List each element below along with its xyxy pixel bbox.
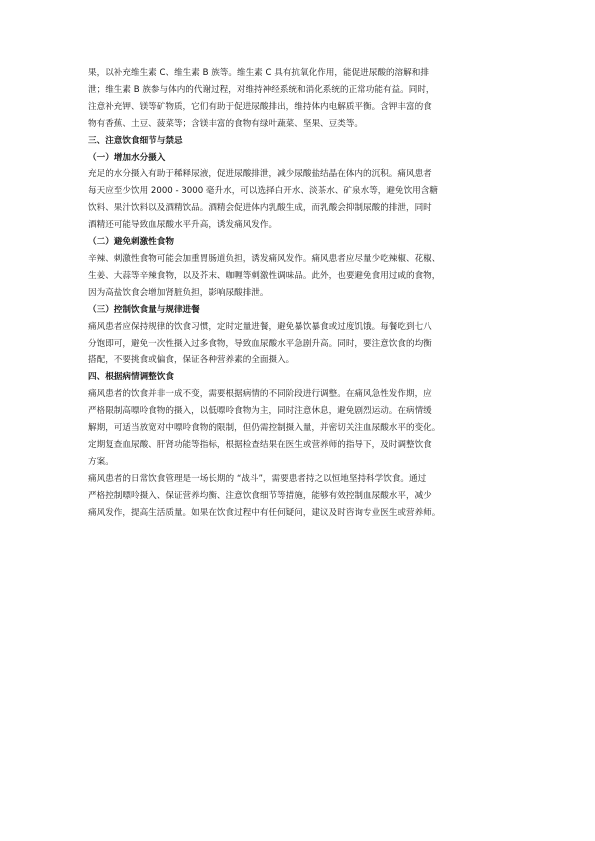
subsection-2-paragraph <box>88 251 507 302</box>
text-line: 严格限制高嘌呤食物的摄入，以低嘌呤食物为主，同时注意休息，避免剧烈运动。在病情缓 <box>88 406 432 417</box>
text-line: 泄；维生素 B 族参与体内的代谢过程，对维持神经系统和消化系统的正常功能有益。同时， <box>88 84 435 95</box>
text-line: 解期，可适当放宽对中嘌呤食物的限制，但仍需控制摄入量，并密切关注血尿酸水平的变化。 <box>88 423 441 434</box>
intro-paragraph <box>88 65 507 133</box>
text-line: 辛辣、刺激性食物可能会加重胃肠道负担，诱发痛风发作。痛风患者应尽量少吃辣椒、花椒、 <box>88 253 441 264</box>
text-line: 方案。 <box>88 456 114 467</box>
section-3-heading: 三、注意饮食细节与禁忌 <box>88 135 183 146</box>
text-line: 严格控制嘌呤摄入、保证营养均衡、注意饮食细节等措施，能够有效控制血尿酸水平，减少 <box>88 490 432 501</box>
subsection-1-paragraph <box>88 166 507 234</box>
subsection-2-heading: （二）避免刺激性食物 <box>88 237 174 248</box>
text-line: 痛风患者应保持规律的饮食习惯，定时定量进餐，避免暴饮暴食或过度饥饿。每餐吃到七八 <box>88 321 432 332</box>
section-4-paragraph <box>88 386 507 471</box>
subsection-3-paragraph <box>88 319 507 370</box>
subsection-3-heading: （三）控制饮食量与规律进餐 <box>88 304 200 315</box>
text-line: 果，以补充维生素 C、维生素 B 族等。维生素 C 具有抗氧化作用，能促进尿酸的溶解和排 <box>88 68 429 78</box>
text-line: 搭配，不要挑食或偏食，保证各种营养素的全面摄入。 <box>88 355 295 366</box>
text-line: 每天应至少饮用 2000 - 3000 毫升水，可以选择白开水、淡茶水、矿泉水等，避免饮用含糖 <box>88 186 438 197</box>
text-line: 酒精还可能导致血尿酸水平升高，诱发痛风发作。 <box>88 220 278 231</box>
text-line: 物有香蕉、土豆、菠菜等；含镁丰富的食物有绿叶蔬菜、坚果、豆类等。 <box>88 118 364 129</box>
closing-paragraph <box>88 471 507 522</box>
text-line: 注意补充钾、镁等矿物质，它们有助于促进尿酸排出，维持体内电解质平衡。含钾丰富的食 <box>88 101 432 112</box>
text-line: 生姜、大蒜等辛辣食物，以及芥末、咖喱等刺激性调味品。此外，也要避免食用过咸的食物， <box>88 270 441 281</box>
text-line: 痛风患者的饮食并非一成不变，需要根据病情的不同阶段进行调整。在痛风急性发作期，应 <box>88 389 432 400</box>
text-line: 充足的水分摄入有助于稀释尿液，促进尿酸排泄，减少尿酸盐结晶在体内的沉积。痛风患者 <box>88 169 432 180</box>
text-line: 因为高盐饮食会增加肾脏负担，影响尿酸排泄。 <box>88 287 269 298</box>
text-line: 定期复查血尿酸、肝肾功能等指标，根据检查结果在医生或营养师的指导下，及时调整饮食 <box>88 439 432 450</box>
subsection-1-heading: （一）增加水分摄入 <box>88 152 166 163</box>
text-line: 分饱即可，避免一次性摄入过多食物，导致血尿酸水平急剧升高。同时，要注意饮食的均衡 <box>88 338 432 349</box>
text-line: 饮料、果汁饮料以及酒精饮品。酒精会促进体内乳酸生成，而乳酸会抑制尿酸的排泄，同时 <box>88 203 432 214</box>
section-4-heading: 四、根据病情调整饮食 <box>88 372 174 383</box>
text-line: 痛风患者的日常饮食管理是一场长期的 “战斗”，需要患者持之以恒地坚持科学饮食。通过 <box>88 473 427 484</box>
text-line: 痛风发作，提高生活质量。如果在饮食过程中有任何疑问，建议及时咨询专业医生或营养师。 <box>88 507 441 518</box>
